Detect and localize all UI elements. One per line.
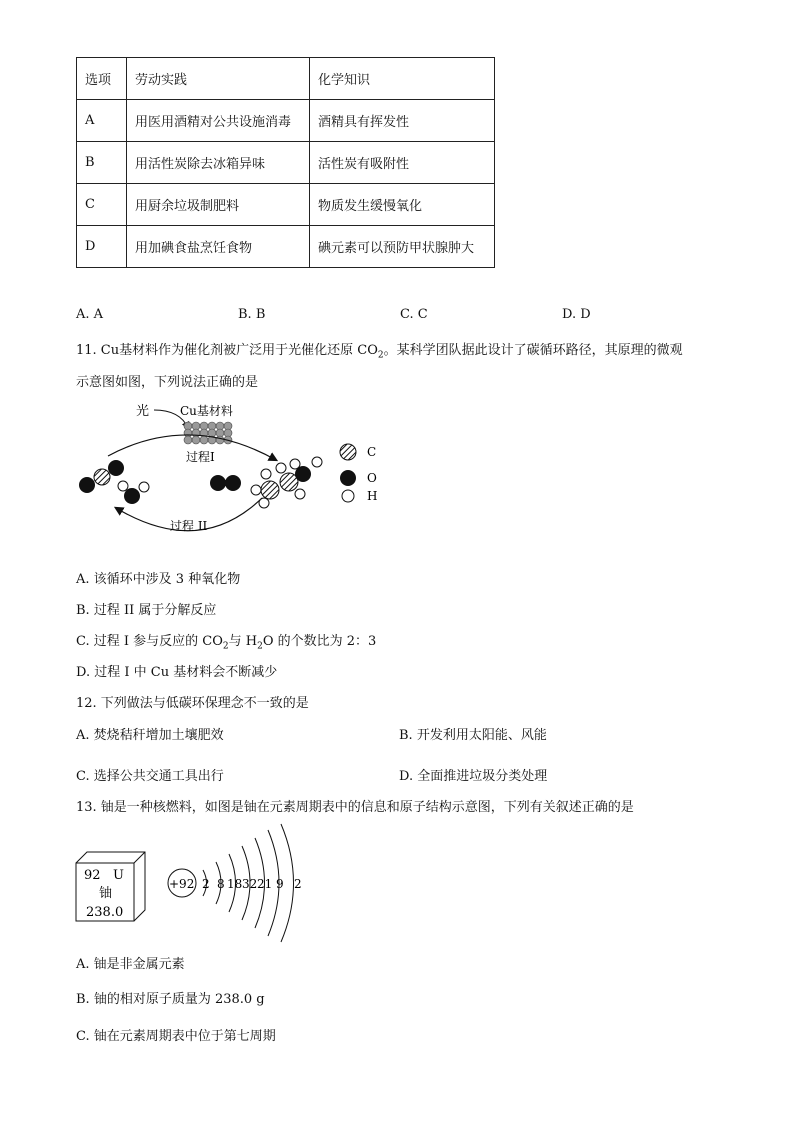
table-cell: 酒精具有挥发性 xyxy=(310,100,495,142)
table-row xyxy=(77,100,495,142)
table-cell: B xyxy=(77,142,127,184)
q11-stem xyxy=(76,339,683,361)
q12-option-a[interactable]: A. 焚烧秸秆增加土壤肥效 xyxy=(76,728,224,743)
subscript: 2 xyxy=(222,641,229,652)
q12-option-d[interactable]: D. 全面推进垃圾分类处理 xyxy=(399,769,548,784)
uranium-figure xyxy=(70,822,320,947)
q10-choice-c[interactable]: C. C xyxy=(400,307,428,322)
q11-stem-text: 。某科学团队据此设计了碳循环路径，其原理的微观 xyxy=(383,343,683,358)
shell-electrons: 2 xyxy=(294,877,302,891)
option-text: 与 H xyxy=(228,634,258,649)
carbon-cycle-diagram xyxy=(70,398,400,548)
q11-stem-text: 11. Cu基材料作为催化剂被广泛用于光催化还原 CO xyxy=(76,343,378,358)
option-text: O 的个数比为 2：3 xyxy=(262,634,377,649)
diagram-legend xyxy=(340,444,377,503)
q11-option-a[interactable]: A. 该循环中涉及 3 种氧化物 xyxy=(76,572,241,587)
table-cell: A xyxy=(77,100,127,142)
q10-choice-b[interactable]: B. B xyxy=(238,307,266,322)
periodic-table-cell xyxy=(76,852,145,921)
table-header-row xyxy=(77,58,495,100)
table-row xyxy=(77,142,495,184)
legend-c: C xyxy=(367,445,377,459)
table-header-cell: 化学知识 xyxy=(310,58,495,100)
o2-molecule xyxy=(210,475,241,491)
q11-option-c[interactable] xyxy=(76,630,376,652)
element-name: 铀 xyxy=(99,886,113,901)
catalyst-block xyxy=(184,422,232,444)
atomic-structure xyxy=(168,824,302,942)
legend-o: O xyxy=(367,471,377,485)
q13-stem: 13. 铀是一种核燃料，如图是铀在元素周期表中的信息和原子结构示意图，下列有关叙述正确的是 xyxy=(76,800,634,815)
table-cell: C xyxy=(77,184,127,226)
product-molecules xyxy=(251,457,322,508)
option-text: C. 过程 I 参与反应的 CO xyxy=(76,634,223,649)
q12-option-b[interactable]: B. 开发利用太阳能、风能 xyxy=(399,728,547,743)
q13-option-c[interactable]: C. 铀在元素周期表中位于第七周期 xyxy=(76,1029,276,1044)
options-table xyxy=(76,57,495,268)
table-cell: D xyxy=(77,226,127,268)
q11-option-d[interactable]: D. 过程 I 中 Cu 基材料会不断减少 xyxy=(76,665,278,680)
table-cell: 用厨余垃圾制肥料 xyxy=(127,184,310,226)
q11-option-b[interactable]: B. 过程 II 属于分解反应 xyxy=(76,603,217,618)
subscript: 2 xyxy=(257,641,263,652)
q13-option-a[interactable]: A. 铀是非金属元素 xyxy=(76,957,185,972)
atomic-mass: 238.0 xyxy=(86,905,124,920)
nucleus-charge: +92 xyxy=(169,877,195,891)
shell-electrons: 2 xyxy=(202,877,210,891)
subscript: 2 xyxy=(377,350,384,361)
h2o-molecule xyxy=(118,481,149,504)
q11-stem-line2: 示意图如图，下列说法正确的是 xyxy=(76,375,259,390)
catalyst-label: Cu基材料 xyxy=(180,404,233,418)
table-cell: 碘元素可以预防甲状腺肿大 xyxy=(310,226,495,268)
table-cell: 用医用酒精对公共设施消毒 xyxy=(127,100,310,142)
process1-label: 过程I xyxy=(186,450,215,464)
table-row xyxy=(77,184,495,226)
element-symbol: U xyxy=(113,868,124,883)
shell-electrons: 18 xyxy=(227,877,243,891)
table-row xyxy=(77,226,495,268)
co2-molecule xyxy=(79,460,124,493)
table-cell: 物质发生缓慢氧化 xyxy=(310,184,495,226)
shell-electrons: 9 xyxy=(276,877,284,891)
light-label: 光 xyxy=(136,404,150,419)
shell-electrons: 8 xyxy=(217,877,225,891)
table-header-cell: 选项 xyxy=(77,58,127,100)
table-cell: 用活性炭除去冰箱异味 xyxy=(127,142,310,184)
q12-option-c[interactable]: C. 选择公共交通工具出行 xyxy=(76,769,224,784)
table-cell: 活性炭有吸附性 xyxy=(310,142,495,184)
shell-electrons: 21 xyxy=(257,877,273,891)
q10-choice-a[interactable]: A. A xyxy=(76,307,104,322)
q10-choice-d[interactable]: D. D xyxy=(562,307,591,322)
table-cell: 用加碘食盐烹饪食物 xyxy=(127,226,310,268)
process2-label: 过程 II xyxy=(170,519,208,533)
q13-option-b[interactable]: B. 铀的相对原子质量为 238.0 g xyxy=(76,992,265,1007)
table-header-cell: 劳动实践 xyxy=(127,58,310,100)
q12-stem: 12. 下列做法与低碳环保理念不一致的是 xyxy=(76,696,309,711)
atomic-number: 92 xyxy=(84,868,101,883)
shell-electrons: 32 xyxy=(242,877,258,891)
legend-h: H xyxy=(367,489,378,503)
